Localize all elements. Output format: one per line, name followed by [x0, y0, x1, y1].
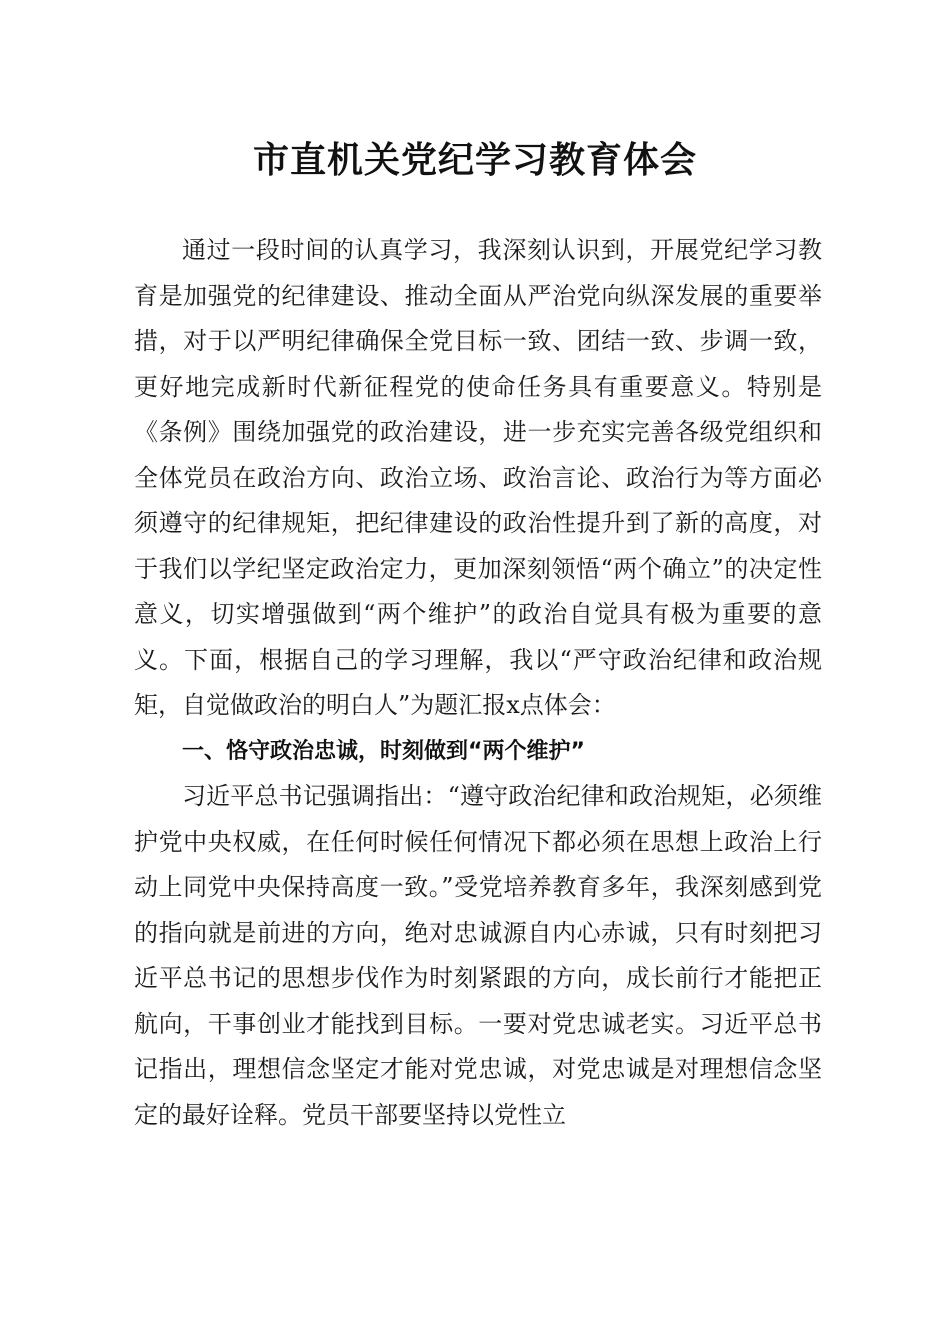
intro-paragraph: 通过一段时间的认真学习，我深刻认识到，开展党纪学习教育是加强党的纪律建设、推动全面从严治党向纵深发展的重要举措，对于以严明纪律确保全党目标一致、团结一致、步调一致，更好地完成新时代新征程党的使命任务具有重要意义。特别是《条例》围绕加强党的政治建设，进一步充实完善各级党组织和全体党员在政治方向、政治立场、政治言论、政治行为等方面必须遵守的纪律规矩，把纪律建设的政治性提升到了新的高度，对于我们以学纪坚定政治定力，更加深刻领悟“两个确立”的决定性意义，切实增强做到“两个维护”的政治自觉具有极为重要的意义。下面，根据自己的学习理解，我以“严守政治纪律和政治规矩，自觉做政治的明白人”为题汇报x点体会：: [134, 236, 822, 719]
section-1-paragraph: 习近平总书记强调指出：“遵守政治纪律和政治规矩，必须维护党中央权威，在任何时候任何情况下都必须在思想上政治上行动上同党中央保持高度一致。”受党培养教育多年，我深刻感到党的指向就是前进的方向，绝对忠诚源自内心赤诚，只有时刻把习近平总书记的思想步伐作为时刻紧跟的方向，成长前行才能把正航向，干事创业才能找到目标。一要对党忠诚老实。习近平总书记指出，理想信念坚定才能对党忠诚，对党忠诚是对理想信念坚定的最好诠释。党员干部要坚持以党性立: [134, 782, 822, 1129]
document-body: [134, 228, 822, 1138]
document-title: 市直机关党纪学习教育体会: [252, 139, 697, 181]
section-heading-1: 一、恪守政治忠诚，时刻做到“两个维护”: [182, 738, 585, 764]
